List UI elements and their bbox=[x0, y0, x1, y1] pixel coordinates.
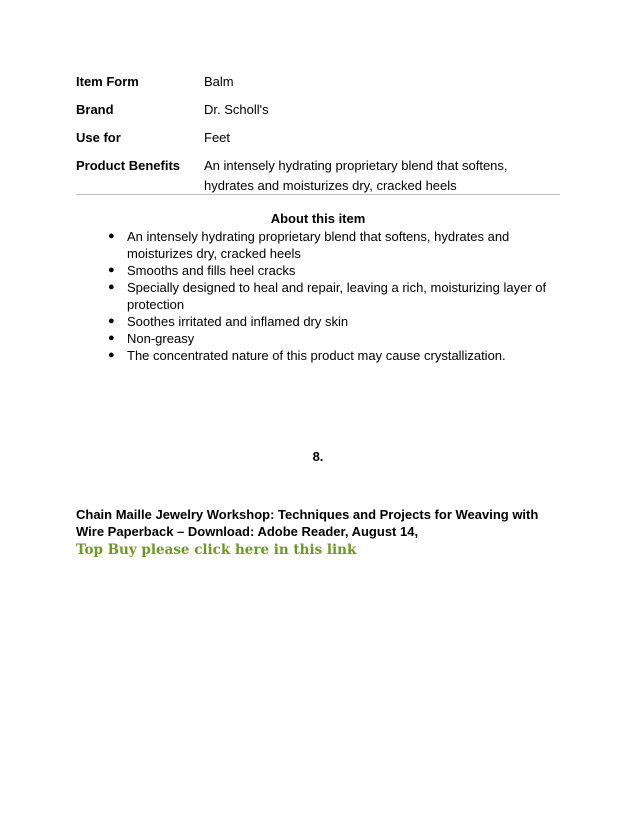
bullet-text: Specially designed to heal and repair, leaving a rich, moisturizing layer of protection bbox=[127, 280, 547, 312]
bullet-item bbox=[108, 330, 568, 347]
bullet-text: Smooths and fills heel cracks bbox=[127, 263, 296, 278]
spec-value: An intensely hydrating proprietary blend that softens, hydrates and moisturizes dry, cracked heels bbox=[204, 158, 508, 193]
spec-value: Feet bbox=[204, 130, 231, 145]
bullet-icon: ● bbox=[108, 349, 115, 361]
bullet-icon: ● bbox=[108, 315, 115, 327]
book-title: Chain Maille Jewelry Workshop: Techniques and Projects for Weaving with Wire Paperback – Download: Adobe Reader, August 14, bbox=[76, 507, 539, 539]
spec-label: Brand bbox=[76, 102, 114, 117]
about-bullet-list bbox=[108, 228, 568, 364]
horizontal-divider bbox=[76, 194, 560, 195]
bullet-text: The concentrated nature of this product may cause crystallization. bbox=[127, 348, 506, 363]
bullet-icon: ● bbox=[108, 264, 115, 276]
bullet-text: An intensely hydrating proprietary blend that softens, hydrates and moisturizes dry, cracked heels bbox=[127, 229, 510, 261]
spec-row-product-benefits bbox=[76, 156, 560, 196]
bullet-icon: ● bbox=[108, 332, 115, 344]
spec-row-item-form bbox=[76, 72, 560, 92]
spec-row-brand bbox=[76, 100, 560, 120]
spec-label: Use for bbox=[76, 130, 121, 145]
bullet-text: Non-greasy bbox=[127, 331, 195, 346]
bullet-item bbox=[108, 347, 568, 364]
spec-label: Item Form bbox=[76, 74, 139, 89]
bullet-icon: ● bbox=[108, 230, 115, 242]
bullet-text: Soothes irritated and inflamed dry skin bbox=[127, 314, 349, 329]
spec-label: Product Benefits bbox=[76, 158, 181, 173]
bullet-item bbox=[108, 228, 568, 262]
bullet-item bbox=[108, 279, 568, 313]
bullet-item bbox=[108, 313, 568, 330]
top-buy-link[interactable]: Top Buy please click here in this link bbox=[76, 542, 357, 558]
spec-row-use-for bbox=[76, 128, 560, 148]
about-heading: About this item bbox=[270, 211, 366, 226]
spec-value: Balm bbox=[204, 74, 234, 89]
section-number: 8. bbox=[312, 449, 324, 464]
bullet-item bbox=[108, 262, 568, 279]
product-spec-table bbox=[76, 72, 560, 196]
bullet-icon: ● bbox=[108, 281, 115, 293]
spec-value: Dr. Scholl's bbox=[204, 102, 269, 117]
